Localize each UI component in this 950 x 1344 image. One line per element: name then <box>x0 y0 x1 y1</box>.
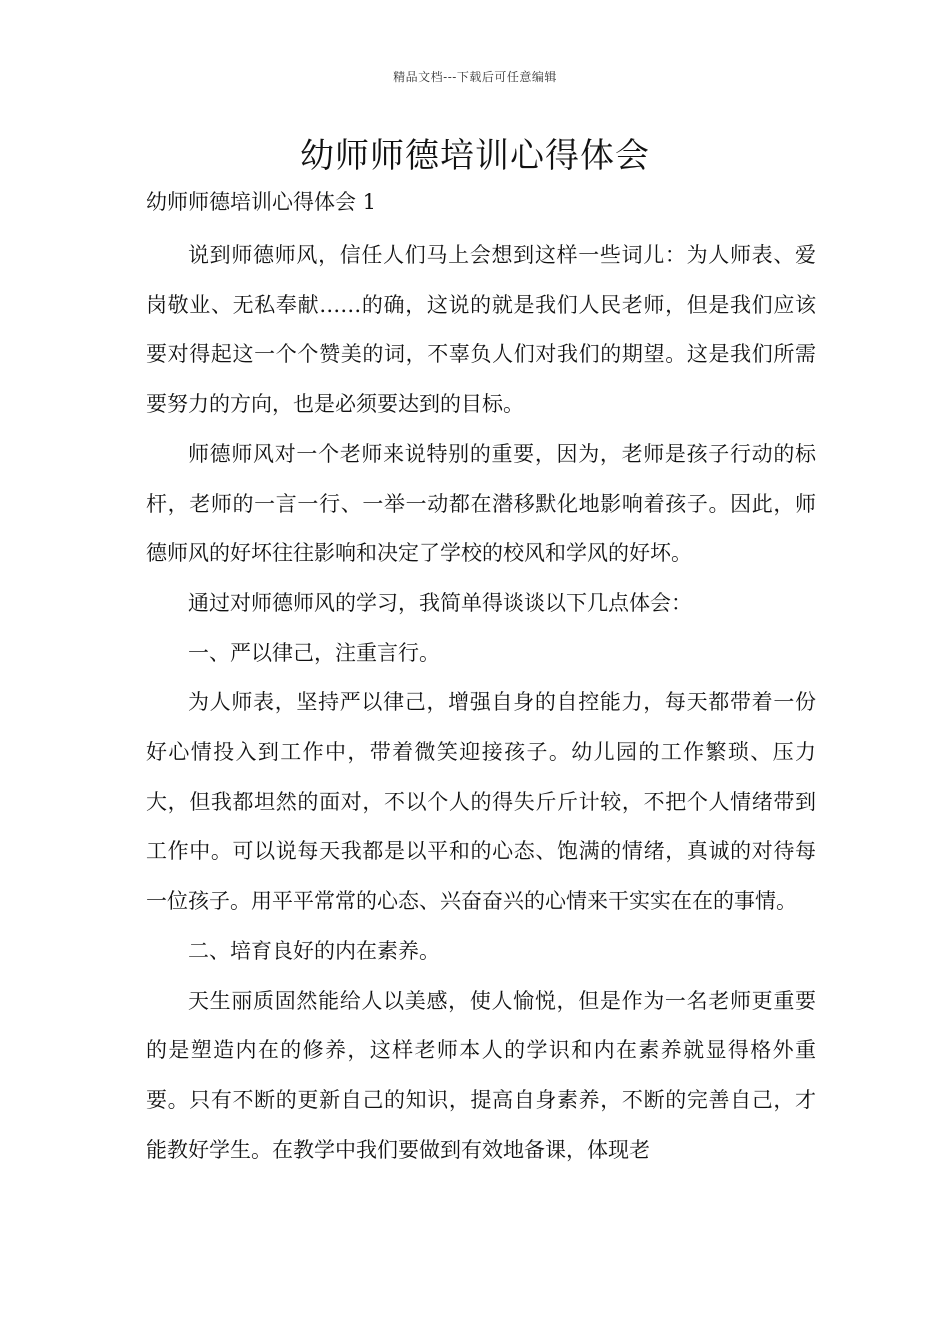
paragraph: 为人师表，坚持严以律己，增强自身的自控能力，每天都带着一份好心情投入到工作中，带着微笑迎接孩子。幼儿园的工作繁琐、压力大，但我都坦然的面对，不以个人的得失斤斤计较，不把个人情绪带到工作中。可以说每天我都是以平和的心态、饱满的情绪，真诚的对待每一位孩子。用平平常常的心态、兴奋奋兴的心情来干实实在在的事情。 <box>146 690 816 914</box>
paragraph: 师德师风对一个老师来说特别的重要，因为，老师是孩子行动的标杆，老师的一言一行、一举一动都在潜移默化地影响着孩子。因此，师德师风的好坏往往影响和决定了学校的校风和学风的好坏。 <box>146 441 816 566</box>
section-point-heading: 一、严以律己，注重言行。 <box>188 640 440 665</box>
paragraph: 通过对师德师风的学习，我简单得谈谈以下几点体会： <box>188 590 692 615</box>
paragraph: 说到师德师风，信任人们马上会想到这样一些词儿：为人师表、爱岗敬业、无私奉献……的确，这说的就是我们人民老师，但是我们应该要对得起这一个个赞美的词，不辜负人们对我们的期望。这是我们所需要努力的方向，也是必须要达到的目标。 <box>146 243 816 417</box>
body-text <box>146 231 816 1175</box>
header-note: 精品文档---下载后可任意编辑 <box>393 70 557 84</box>
paragraph: 天生丽质固然能给人以美感，使人愉悦，但是作为一名老师更重要的是塑造内在的修养，这样老师本人的学识和内在素养就显得格外重要。只有不断的更新自己的知识，提高自身素养，不断的完善自己，才能教好学生。在教学中我们要做到有效地备课，体现老 <box>146 988 816 1162</box>
document-title: 幼师师德培训心得体会 <box>300 136 650 176</box>
section-heading: 幼师师德培训心得体会 1 <box>146 190 377 214</box>
section-point-heading: 二、培育良好的内在素养。 <box>188 938 440 963</box>
